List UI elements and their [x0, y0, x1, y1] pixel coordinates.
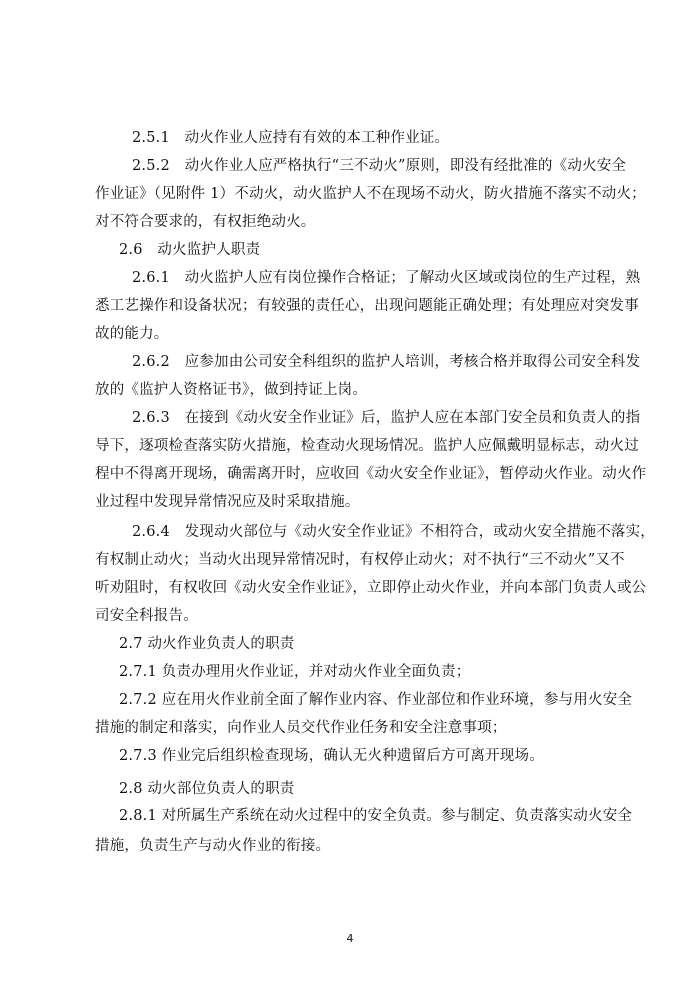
para-2-7-1-line-1: 2.7.1 负责办理用火作业证，并对动火作业全面负责；	[119, 664, 471, 680]
section-2-6-heading: 2.6 动火监护人职责	[119, 242, 261, 258]
para-2-6-1-line-3: 故的能力。	[95, 326, 169, 342]
para-2-5-2-line-2: 作业证》（见附件 1）不动火，动火监护人不在现场不动火，防火措施不落实不动火；	[95, 186, 646, 202]
para-2-6-4-line-3: 听劝阻时，有权收回《动火安全作业证》，立即停止动火作业，并向本部门负责人或公	[95, 580, 647, 596]
para-2-6-2-line-2: 放的《监护人资格证书》，做到持证上岗。	[95, 382, 368, 398]
para-2-6-1-line-1: 2.6.1 动火监护人应有岗位操作合格证；了解动火区域或岗位的生产过程，熟	[132, 270, 641, 286]
para-2-6-1-line-2: 悉工艺操作和设备状况；有较强的责任心，出现问题能正确处理；有处理应对突发事	[95, 298, 639, 314]
section-2-8-heading: 2.8 动火部位负责人的职责	[119, 781, 295, 797]
para-2-6-2-line-1: 2.6.2 应参加由公司安全科组织的监护人培训，考核合格并取得公司安全科发	[132, 354, 641, 370]
para-2-6-4-line-1: 2.6.4 发现动火部位与《动火安全作业证》不相符合，或动火安全措施不落实，	[132, 524, 655, 540]
para-2-8-1-line-1: 2.8.1 对所属生产系统在动火过程中的安全负责。参与制定、负责落实动火安全	[119, 808, 633, 824]
para-2-5-2-line-3: 对不符合要求的，有权拒绝动火。	[95, 214, 316, 230]
page-number: 4	[346, 932, 354, 945]
para-2-6-3-line-3: 程中不得离开现场，确需离开时，应收回《动火安全作业证》，暂停动火作业。动火作	[95, 466, 647, 482]
para-2-6-3-line-1: 2.6.3 在接到《动火安全作业证》后，监护人应在本部门安全员和负责人的指	[132, 410, 641, 426]
para-2-6-4-line-4: 司安全科报告。	[95, 608, 198, 624]
para-2-5-1-line-1: 2.5.1 动火作业人应持有有效的本工种作业证。	[132, 130, 450, 146]
para-2-7-2-line-1: 2.7.2 应在用火作业前全面了解作业内容、作业部位和作业环境，参与用火安全	[119, 692, 633, 708]
para-2-6-4-line-2: 有权制止动火；当动火出现异常情况时，有权停止动火；对不执行“三不动火”又不	[95, 552, 625, 568]
para-2-7-3-line-1: 2.7.3 作业完后组织检查现场，确认无火种遗留后方可离开现场。	[119, 748, 544, 764]
section-2-7-heading: 2.7 动火作业负责人的职责	[119, 636, 295, 652]
para-2-6-3-line-2: 导下，逐项检查落实防火措施，检查动火现场情况。监护人应佩戴明显标志，动火过	[95, 438, 639, 454]
para-2-7-2-line-2: 措施的制定和落实，向作业人员交代作业任务和安全注意事项；	[95, 720, 507, 736]
para-2-8-1-line-2: 措施，负责生产与动火作业的衔接。	[95, 838, 331, 854]
para-2-6-3-line-4: 业过程中发现异常情况应及时采取措施。	[95, 494, 360, 510]
para-2-5-2-line-1: 2.5.2 动火作业人应严格执行“三不动火”原则，即没有经批准的《动火安全	[132, 158, 627, 174]
